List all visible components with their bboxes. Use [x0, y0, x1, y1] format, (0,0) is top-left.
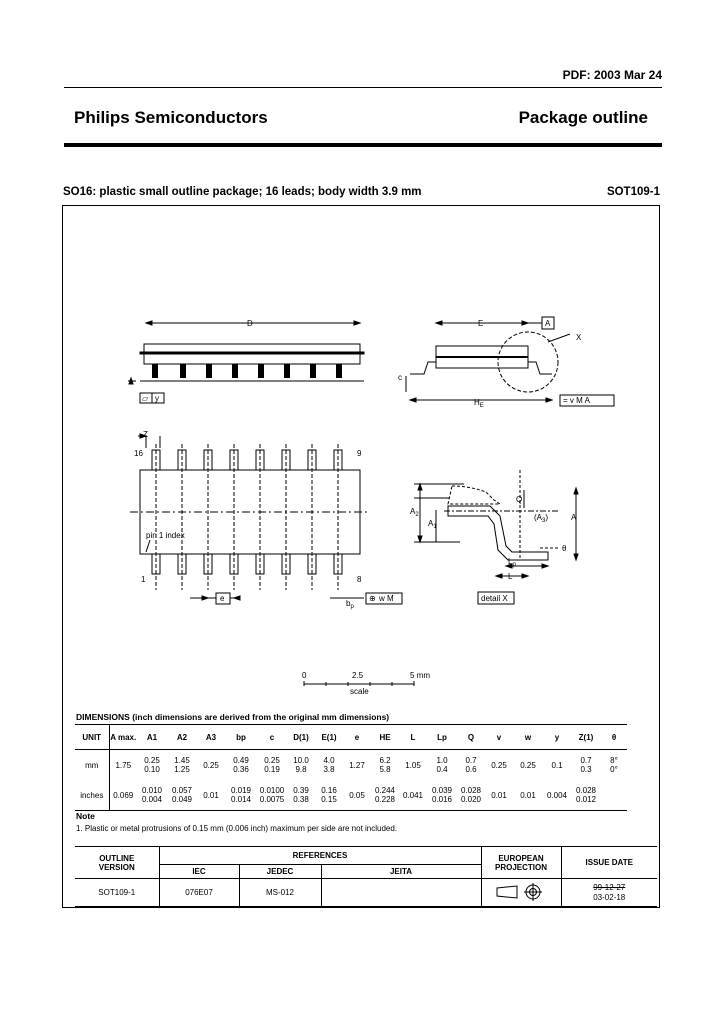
- dim-value-cell: 0.01: [485, 780, 513, 811]
- dim-value-cell: 0.16 0.15: [315, 780, 343, 811]
- label-vMA: = v M A: [563, 396, 590, 405]
- issue-date-values: [561, 879, 657, 907]
- jedec-header: JEDEC: [239, 865, 321, 879]
- dim-header-cell: UNIT: [75, 725, 109, 750]
- issue-date-old: 99-12-27: [593, 882, 626, 892]
- dim-header-cell: A2: [167, 725, 197, 750]
- dim-header-cell: L: [399, 725, 427, 750]
- dim-value-cell: 0.7 0.6: [465, 756, 477, 774]
- dim-value-cell: 0.010 0.004: [137, 780, 167, 811]
- label-c: c: [398, 373, 402, 382]
- dim-header-cell: c: [257, 725, 287, 750]
- pin-8-label: 8: [357, 575, 362, 584]
- scale-mid: 2.5: [352, 671, 364, 680]
- projection-symbol: [481, 879, 561, 907]
- outline-version-header: OUTLINE VERSION: [75, 847, 159, 879]
- dim-value-cell: 0.01: [513, 780, 543, 811]
- outline-version-value: SOT109-1: [75, 879, 159, 907]
- dim-value-cell: 0.1: [551, 760, 563, 770]
- dim-value-cell: mm: [75, 750, 109, 781]
- dim-E-label: E: [478, 319, 484, 328]
- pin-9-label: 9: [357, 449, 362, 458]
- dim-header-cell: D(1): [287, 725, 315, 750]
- note-text: 1. Plastic or metal protrusions of 0.15 mm (0.006 inch) maximum per side are not included.: [76, 824, 398, 833]
- scale-0: 0: [302, 671, 307, 680]
- dimensions-header-row: [75, 725, 627, 750]
- scale-bar: [302, 671, 430, 696]
- end-view: [398, 317, 614, 409]
- dim-value-cell: 1.45 1.25: [174, 756, 190, 774]
- dimensions-table: [75, 724, 627, 811]
- dim-e-label: e: [220, 594, 225, 603]
- dim-value-cell: inches: [75, 780, 109, 811]
- dim-header-cell: y: [543, 725, 571, 750]
- dim-header-cell: w: [513, 725, 543, 750]
- side-view: [128, 319, 364, 403]
- dim-value-cell: 1.05: [405, 760, 421, 770]
- dim-value-cell: 0.028 0.012: [571, 780, 601, 811]
- svg-text:⊕: ⊕: [369, 594, 376, 603]
- dim-value-cell: 0.39 0.38: [287, 780, 315, 811]
- label-y: y: [155, 394, 159, 403]
- jedec-value: MS-012: [239, 879, 321, 907]
- references-table: [75, 846, 657, 907]
- dim-header-cell: bp: [225, 725, 257, 750]
- dimensions-mm-row: [75, 750, 627, 781]
- dim-Lp-label: $L_p$: [508, 557, 516, 568]
- dim-value-cell: 0.0100 0.0075: [257, 780, 287, 811]
- dim-header-cell: E(1): [315, 725, 343, 750]
- dim-value-cell: 0.244 0.228: [371, 780, 399, 811]
- dim-D-label: D: [247, 319, 253, 328]
- label-X: X: [576, 333, 582, 342]
- dim-header-cell: HE: [371, 725, 399, 750]
- dim-value-cell: 0.25 0.19: [264, 756, 280, 774]
- dim-A2-label: $A_2$: [410, 507, 419, 518]
- dim-value-cell: 1.75: [115, 760, 132, 770]
- dim-header-cell: A3: [197, 725, 225, 750]
- datum-A-box: A: [545, 319, 551, 328]
- dim-value-cell: 6.2 5.8: [379, 756, 391, 774]
- dim-value-cell: 0.01: [197, 780, 225, 811]
- dim-value-cell: 0.041: [399, 780, 427, 811]
- dim-A1-label: $A_1$: [428, 519, 437, 530]
- dimensions-inch-row: [75, 780, 627, 811]
- references-header: REFERENCES: [159, 847, 481, 865]
- dim-value-cell: 0.25: [203, 760, 219, 770]
- dim-header-cell: θ: [601, 725, 627, 750]
- pin-1-label: 1: [141, 575, 146, 584]
- iec-value: 076E07: [159, 879, 239, 907]
- dim-value-cell: [601, 780, 627, 811]
- label-wM: w M: [379, 594, 394, 603]
- detail-x-view: [410, 470, 578, 604]
- dim-value-cell: 0.25: [491, 760, 507, 770]
- dim-value-cell: 0.057 0.049: [167, 780, 197, 811]
- top-view: [130, 430, 402, 610]
- note-heading: Note: [76, 811, 95, 821]
- dim-value-cell: 0.028 0.020: [457, 780, 485, 811]
- pin1-index-label: pin 1 index: [146, 531, 185, 540]
- dim-value-cell: 0.069: [109, 780, 137, 811]
- dim-value-cell: 0.25: [520, 760, 536, 770]
- dim-value-cell: 8° 0°: [610, 756, 618, 774]
- issue-date-new: 03-02-18: [593, 892, 626, 902]
- dim-value-cell: 0.25 0.10: [144, 756, 160, 774]
- dim-value-cell: 0.05: [343, 780, 371, 811]
- dim-header-cell: A1: [137, 725, 167, 750]
- dim-value-cell: 1.27: [349, 760, 365, 770]
- package-code: SOT109-1: [606, 186, 660, 198]
- dim-value-cell: 0.49 0.36: [233, 756, 249, 774]
- dim-header-cell: Lp: [427, 725, 457, 750]
- dim-header-cell: Q: [457, 725, 485, 750]
- dim-Q-label: Q: [516, 495, 523, 504]
- issue-date-header: ISSUE DATE: [561, 847, 657, 879]
- projection-header: EUROPEAN PROJECTION: [481, 847, 561, 879]
- dim-value-cell: 10.0 9.8: [293, 756, 309, 774]
- dim-value-cell: 0.004: [543, 780, 571, 811]
- scale-label: scale: [350, 687, 369, 696]
- dim-L-label: L: [508, 572, 513, 581]
- detail-x-caption: detail X: [481, 594, 508, 603]
- jeita-header: JEITA: [321, 865, 481, 879]
- dim-header-cell: A max.: [109, 725, 137, 750]
- dim-A-label: A: [571, 513, 577, 522]
- pin-16-label: 16: [134, 449, 143, 458]
- iec-header: IEC: [159, 865, 239, 879]
- dim-value-cell: 0.7 0.3: [580, 756, 592, 774]
- dimensions-heading: DIMENSIONS (inch dimensions are derived from the original mm dimensions): [76, 712, 390, 722]
- dim-value-cell: 0.039 0.016: [427, 780, 457, 811]
- svg-text:⏥: ⏥: [142, 394, 149, 403]
- dim-header-cell: v: [485, 725, 513, 750]
- dim-header-cell: Z(1): [571, 725, 601, 750]
- dim-header-cell: e: [343, 725, 371, 750]
- company-name: Philips Semiconductors: [74, 108, 268, 127]
- dim-value-cell: 0.019 0.014: [225, 780, 257, 811]
- dim-HE-label: $H_E$: [474, 398, 484, 409]
- dim-value-cell: 1.0 0.4: [436, 756, 448, 774]
- pdf-date: PDF: 2003 Mar 24: [562, 68, 662, 82]
- dim-value-cell: 4.0 3.8: [323, 756, 335, 774]
- projection-icon: [491, 882, 551, 902]
- document-type: Package outline: [518, 108, 648, 127]
- package-title: SO16: plastic small outline package; 16 leads; body width 3.9 mm: [63, 186, 422, 198]
- dim-theta-label: θ: [562, 544, 567, 553]
- dim-A3-label: $(A_3)$: [534, 513, 549, 524]
- dim-bp-label: $b_p$: [346, 599, 354, 610]
- dim-Z-label: Z: [143, 430, 148, 439]
- jeita-value: [321, 879, 401, 907]
- scale-max: 5 mm: [410, 671, 430, 680]
